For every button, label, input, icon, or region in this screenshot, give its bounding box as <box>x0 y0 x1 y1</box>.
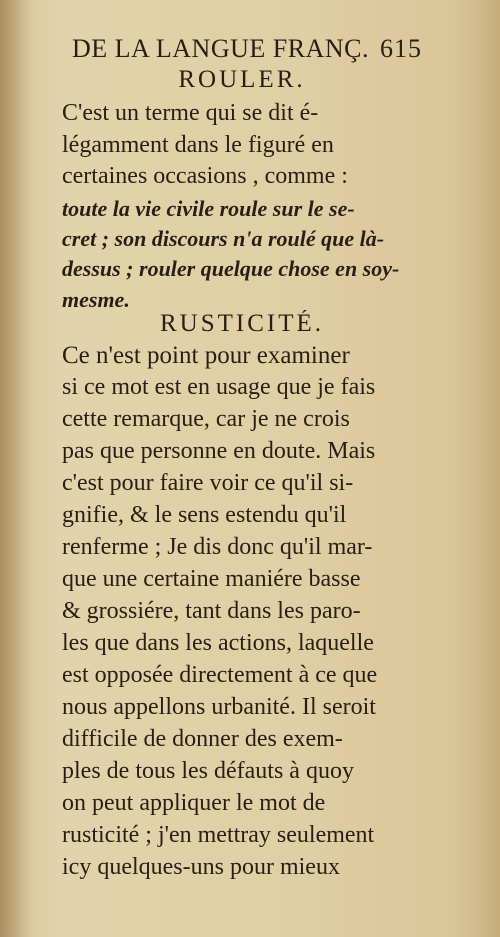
text-line: rusticité ; j'en mettray seulement <box>62 822 375 848</box>
text-line: C'est un terme qui se dit é- <box>62 100 319 126</box>
text-line: Ce n'est point pour examiner <box>62 342 350 369</box>
text-line: icy quelques-uns pour mieux <box>62 854 340 880</box>
text-line-italic: mesme. <box>62 287 130 312</box>
running-head: DE LA LANGUE FRANÇ. <box>72 34 369 63</box>
text-line: légamment dans le figuré en <box>62 132 334 158</box>
text-line-italic: toute la vie civile roule sur le se- <box>62 196 355 221</box>
text-line: ples de tous les défauts à quoy <box>62 758 354 784</box>
text-line: gnifie, & le sens estendu qu'il <box>62 502 347 528</box>
page-header <box>72 34 422 64</box>
text-line: nous appellons urbanité. Il seroit <box>62 694 376 720</box>
text-line: que une certaine maniére basse <box>62 566 361 592</box>
binding-shadow <box>0 0 34 937</box>
text-line: difficile de donner des exem- <box>62 726 343 752</box>
text-line: les que dans les actions, laquelle <box>62 630 374 656</box>
text-line: & grossiére, tant dans les paro- <box>62 598 361 624</box>
text-line-italic: dessus ; rouler quelque chose en soy- <box>62 256 400 281</box>
text-line: on peut appliquer le mot de <box>62 790 326 816</box>
text-line: pas que personne en doute. Mais <box>62 438 376 464</box>
text-line: si ce mot est en usage que je fais <box>62 374 376 400</box>
text-line-italic: cret ; son discours n'a roulé que là- <box>62 226 385 251</box>
text-line: cette remarque, car je ne crois <box>62 406 350 432</box>
text-line: renferme ; Je dis donc qu'il mar- <box>62 534 373 560</box>
entry-heading-rouler: ROULER. <box>178 66 306 93</box>
text-line: c'est pour faire voir ce qu'il si- <box>62 470 354 496</box>
page-number: 615 <box>380 34 422 63</box>
entry-heading-rusticite: RUSTICITÉ. <box>159 310 325 337</box>
text-line: certaines occasions , comme : <box>62 163 348 189</box>
page-edge-stain <box>450 0 500 937</box>
text-line: est opposée directement à ce que <box>62 662 378 688</box>
